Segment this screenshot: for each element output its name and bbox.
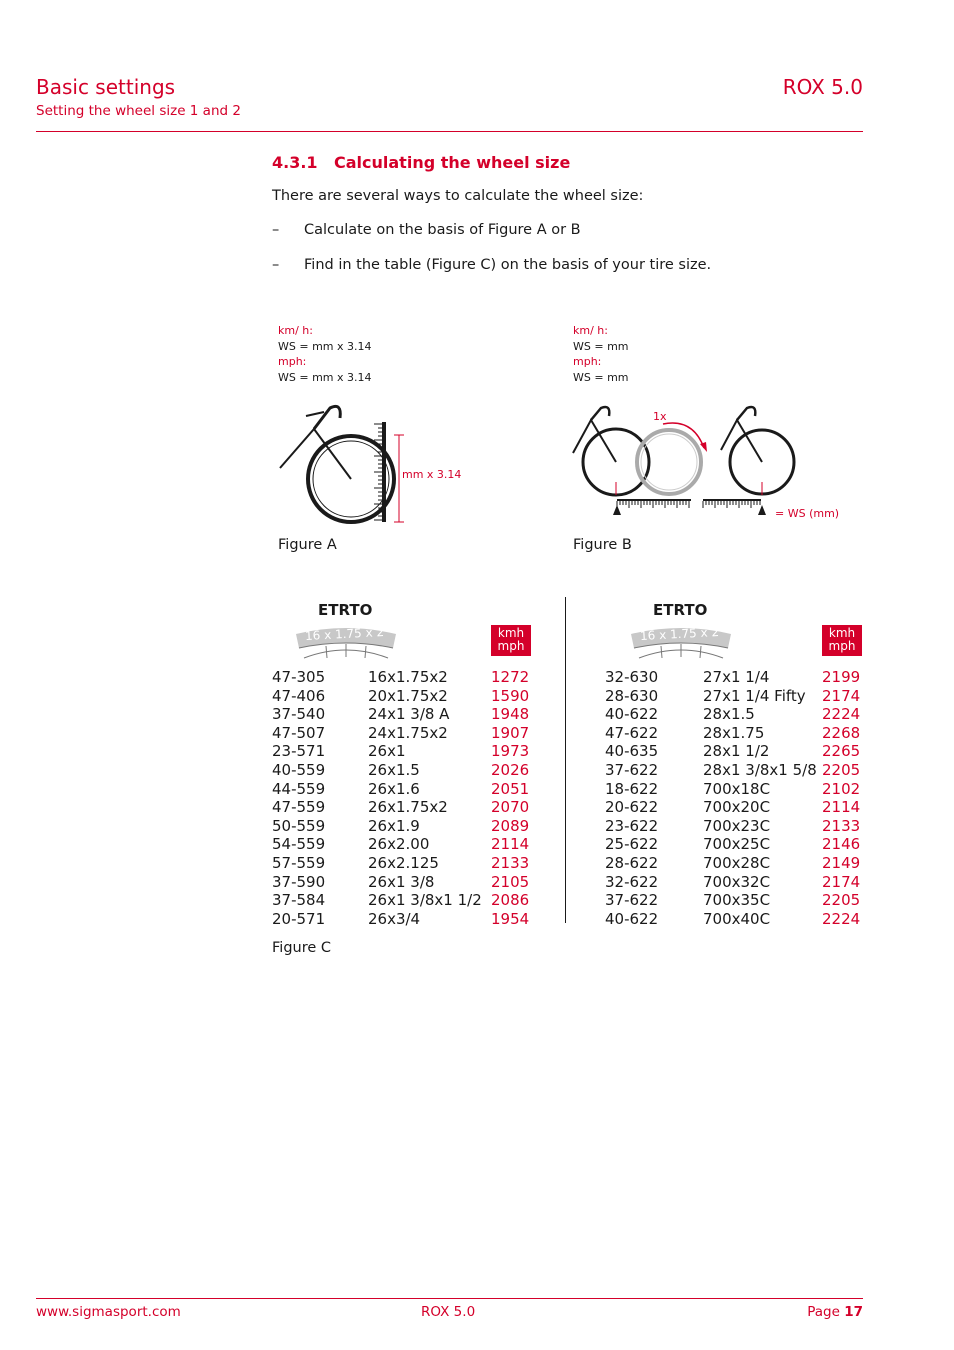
etrto-cell: 44-559	[272, 779, 326, 798]
etrto-cell: 40-622	[605, 705, 659, 724]
mph-label: mph:	[573, 355, 602, 368]
header-product-name: ROX 5.0	[782, 75, 863, 99]
bicycle-icon	[721, 407, 794, 494]
figure-c-caption: Figure C	[272, 940, 332, 956]
figure-a-dimension-label: mm x 3.14	[402, 468, 462, 481]
value-cell: 2105	[491, 872, 530, 891]
figure-a-caption: Figure A	[278, 537, 337, 553]
etrto-cell: 50-559	[272, 816, 326, 835]
tape-measure-icon	[617, 499, 761, 508]
value-cell: 2086	[491, 891, 530, 910]
size-cell: 26x2.125	[368, 853, 439, 872]
unit-badge	[491, 625, 531, 656]
value-cell: 2224	[822, 909, 861, 928]
unit-badge	[822, 625, 862, 656]
value-cell: 2133	[491, 853, 530, 872]
etrto-cell: 25-622	[605, 835, 659, 854]
value-cell: 2114	[491, 835, 530, 854]
etrto-cell: 47-305	[272, 668, 326, 686]
right-etrto-column	[605, 668, 658, 928]
value-cell: 2102	[822, 779, 861, 798]
bullet-dash: –	[272, 257, 280, 273]
size-cell: 700x20C	[703, 798, 771, 817]
etrto-cell: 40-622	[605, 909, 659, 928]
etrto-cell: 20-622	[605, 798, 659, 817]
etrto-cell: 40-559	[272, 760, 326, 779]
left-etrto-column	[272, 668, 325, 928]
etrto-cell: 47-507	[272, 723, 326, 742]
page-title: Basic settings	[36, 75, 176, 99]
tire-marking-text: 16 x 1.75 x 2	[304, 624, 385, 644]
bullet-dash: –	[272, 222, 280, 238]
ws-label: = WS (mm)	[775, 507, 840, 520]
left-size-column	[368, 668, 482, 928]
size-cell: 27x1 1/4	[703, 668, 770, 686]
value-cell: 2133	[822, 816, 861, 835]
header-divider	[36, 131, 863, 132]
footer-page-indicator	[807, 1304, 863, 1320]
value-cell: 1907	[491, 723, 530, 742]
size-cell: 27x1 1/4 Fifty	[703, 686, 806, 705]
unit-kmh: kmh	[497, 626, 525, 640]
bullet-text: Find in the table (Figure C) on the basis of your tire size.	[304, 257, 712, 273]
unit-mph: mph	[497, 639, 525, 653]
etrto-cell: 54-559	[272, 835, 326, 854]
etrto-cell: 57-559	[272, 853, 326, 872]
size-cell: 24x1 3/8 A	[368, 705, 450, 724]
size-cell: 700x40C	[703, 909, 771, 928]
page-number: 17	[844, 1304, 863, 1320]
tape-measure-icon	[374, 422, 404, 522]
size-cell: 28x1.5	[703, 705, 755, 724]
etrto-cell: 37-584	[272, 891, 326, 910]
etrto-cell: 37-540	[272, 705, 326, 724]
rotation-label: 1x	[653, 410, 667, 423]
section-heading	[272, 153, 570, 172]
size-cell: 700x18C	[703, 779, 771, 798]
value-cell: 2026	[491, 760, 530, 779]
size-cell: 700x28C	[703, 853, 771, 872]
etrto-cell: 47-622	[605, 723, 659, 742]
value-cell: 2224	[822, 705, 861, 724]
mph-formula: WS = mm	[573, 370, 629, 384]
etrto-cell: 23-571	[272, 742, 326, 761]
value-cell: 1973	[491, 742, 530, 761]
value-cell: 1954	[491, 909, 530, 928]
size-cell: 20x1.75x2	[368, 686, 448, 705]
etrto-cell: 23-622	[605, 816, 659, 835]
size-cell: 26x1.5	[368, 760, 420, 779]
etrto-cell: 37-622	[605, 760, 659, 779]
kmh-label: km/ h:	[573, 324, 608, 337]
left-value-column	[491, 668, 529, 928]
footer-divider	[36, 1298, 863, 1299]
etrto-cell: 47-406	[272, 686, 326, 705]
value-cell: 2174	[822, 872, 861, 891]
bullet-item	[272, 222, 581, 238]
etrto-cell: 28-622	[605, 853, 659, 872]
etrto-cell: 20-571	[272, 909, 326, 928]
value-cell: 2174	[822, 686, 861, 705]
right-value-column	[822, 668, 860, 928]
size-cell: 26x3/4	[368, 909, 421, 928]
value-cell: 1272	[491, 668, 530, 686]
size-cell: 26x1 3/8x1 1/2	[368, 891, 482, 910]
section-title: Calculating the wheel size	[334, 153, 571, 172]
figure-a-illustration	[270, 398, 470, 528]
etrto-cell: 40-635	[605, 742, 659, 761]
unit-mph: mph	[828, 639, 856, 653]
page-label: Page	[807, 1304, 840, 1320]
intro-text: There are several ways to calculate the wheel size:	[272, 188, 644, 204]
value-cell: 2268	[822, 723, 861, 742]
value-cell: 2205	[822, 891, 861, 910]
value-cell: 2199	[822, 668, 861, 686]
kmh-formula: WS = mm x 3.14	[278, 339, 372, 353]
marker-triangle-icon	[758, 505, 766, 515]
size-cell: 16x1.75x2	[368, 668, 448, 686]
size-cell: 26x1.9	[368, 816, 420, 835]
value-cell: 1590	[491, 686, 530, 705]
value-cell: 2051	[491, 779, 530, 798]
etrto-cell: 37-590	[272, 872, 326, 891]
size-cell: 26x2.00	[368, 835, 430, 854]
size-cell: 700x35C	[703, 891, 771, 910]
etrto-cell: 32-630	[605, 668, 659, 686]
value-cell: 2149	[822, 853, 861, 872]
value-cell: 2114	[822, 798, 861, 817]
footer-url-link[interactable]: www.sigmasport.com	[36, 1304, 181, 1320]
size-cell: 24x1.75x2	[368, 723, 448, 742]
mph-label: mph:	[278, 355, 307, 368]
right-size-column	[703, 668, 817, 928]
size-cell: 26x1.6	[368, 779, 420, 798]
table-divider	[565, 597, 566, 923]
section-number: 4.3.1	[272, 153, 318, 172]
size-cell: 26x1 3/8	[368, 872, 435, 891]
size-cell: 26x1	[368, 742, 406, 761]
etrto-heading: ETRTO	[318, 601, 373, 619]
value-cell: 2205	[822, 760, 861, 779]
size-cell: 700x32C	[703, 872, 771, 891]
value-cell: 2089	[491, 816, 530, 835]
unit-kmh: kmh	[828, 626, 856, 640]
etrto-cell: 32-622	[605, 872, 659, 891]
etrto-cell: 47-559	[272, 798, 326, 817]
marker-triangle-icon	[613, 505, 621, 515]
page-subtitle: Setting the wheel size 1 and 2	[36, 103, 241, 119]
kmh-label: km/ h:	[278, 324, 313, 337]
figure-b-formula	[573, 323, 629, 385]
bullet-item	[272, 257, 711, 273]
size-cell: 700x25C	[703, 835, 771, 854]
figure-b-illustration	[565, 398, 845, 523]
size-cell: 28x1 1/2	[703, 742, 770, 761]
figure-b-caption: Figure B	[573, 537, 632, 553]
size-cell: 26x1.75x2	[368, 798, 448, 817]
etrto-cell: 28-630	[605, 686, 659, 705]
size-cell: 700x23C	[703, 816, 771, 835]
value-cell: 2265	[822, 742, 861, 761]
size-cell: 28x1 3/8x1 5/8	[703, 760, 817, 779]
etrto-heading: ETRTO	[653, 601, 708, 619]
value-cell: 2070	[491, 798, 530, 817]
value-cell: 1948	[491, 705, 530, 724]
bullet-text: Calculate on the basis of Figure A or B	[304, 222, 581, 238]
tire-marking-text: 16 x 1.75 x 2	[639, 624, 720, 644]
kmh-formula: WS = mm	[573, 339, 629, 353]
footer-product-name: ROX 5.0	[421, 1304, 476, 1320]
value-cell: 2146	[822, 835, 861, 854]
arrow-head	[700, 442, 707, 452]
etrto-cell: 18-622	[605, 779, 659, 798]
mph-formula: WS = mm x 3.14	[278, 370, 372, 384]
size-cell: 28x1.75	[703, 723, 765, 742]
figure-a-formula	[278, 323, 372, 385]
etrto-cell: 37-622	[605, 891, 659, 910]
wheel-rolled-icon	[637, 430, 701, 494]
